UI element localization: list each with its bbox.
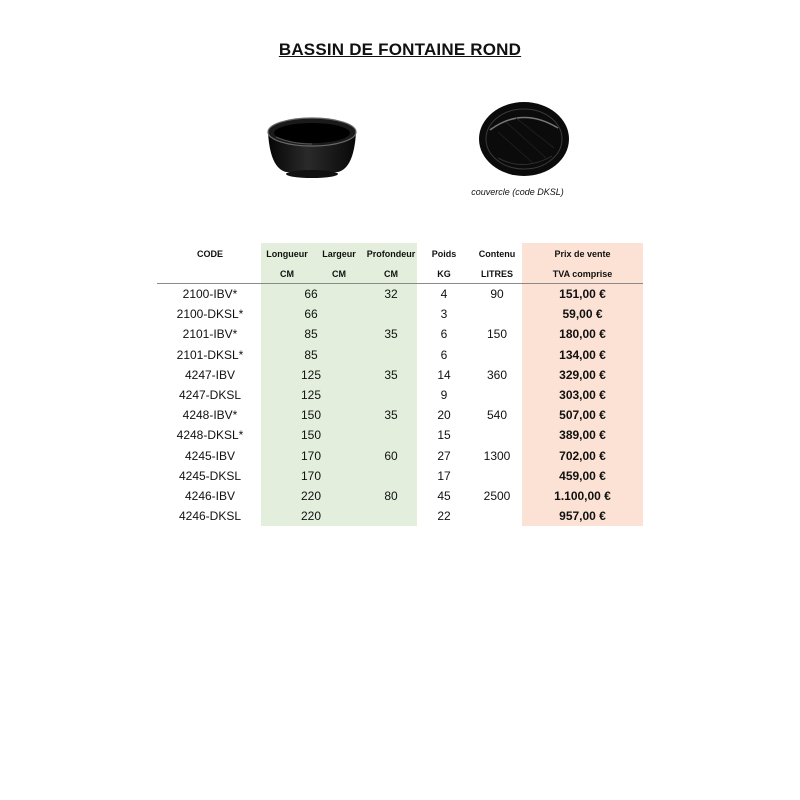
cell-contenu: 150	[486, 327, 508, 342]
table-row	[0, 466, 800, 486]
header-longueur-unit: CM	[280, 269, 294, 279]
header-code: CODE	[196, 249, 223, 259]
table-row	[0, 345, 800, 365]
cell-code: 2101-DKSL*	[176, 347, 244, 362]
cell-poids: 9	[440, 388, 448, 402]
cell-prix: 507,00 €	[559, 408, 606, 423]
cell-code: 4246-DKSL	[178, 509, 242, 524]
header-longueur: Longueur	[266, 249, 308, 259]
cell-prix: 180,00 €	[559, 327, 606, 342]
header-largeur-unit: CM	[332, 269, 346, 279]
cell-code: 4247-DKSL	[178, 388, 242, 402]
header-poids: Poids	[431, 249, 457, 259]
lid-caption: couvercle (code DKSL)	[471, 187, 564, 197]
header-profondeur-unit: CM	[384, 269, 398, 279]
cell-code: 4247-IBV	[184, 367, 236, 382]
cell-longueur: 125	[300, 388, 322, 402]
table-row	[0, 385, 800, 405]
table-row	[0, 506, 800, 526]
table-row	[0, 284, 800, 304]
table-row	[0, 304, 800, 324]
cell-prix: 151,00 €	[559, 287, 606, 301]
cell-contenu: 360	[486, 367, 508, 382]
cell-poids: 17	[437, 468, 451, 483]
cell-code: 2100-DKSL*	[176, 307, 244, 322]
cell-prix: 702,00 €	[559, 448, 606, 463]
cell-poids: 27	[437, 448, 451, 463]
cell-code: 4246-IBV	[184, 489, 236, 503]
table-row	[0, 446, 800, 466]
cell-code: 4245-IBV	[184, 448, 236, 463]
cell-poids: 6	[440, 327, 448, 342]
cell-prix: 59,00 €	[562, 307, 603, 322]
cell-poids: 14	[437, 367, 451, 382]
cell-code: 4248-DKSL*	[176, 428, 244, 443]
cell-poids: 45	[437, 489, 451, 503]
cell-poids: 15	[437, 428, 451, 443]
cell-poids: 4	[440, 287, 448, 301]
cell-code: 2101-IBV*	[182, 327, 238, 342]
cell-poids: 3	[440, 307, 448, 322]
cell-profondeur: 32	[384, 287, 398, 301]
basin-image	[262, 110, 362, 182]
cell-longueur: 125	[300, 367, 322, 382]
header-contenu-unit: LITRES	[480, 269, 513, 279]
cell-profondeur: 60	[384, 448, 398, 463]
table-row	[0, 425, 800, 445]
cell-code: 2100-IBV*	[182, 287, 238, 301]
cell-profondeur: 35	[384, 367, 398, 382]
table-row	[0, 405, 800, 425]
cell-longueur: 85	[304, 327, 318, 342]
table-row	[0, 365, 800, 385]
header-profondeur: Profondeur	[366, 249, 416, 259]
cell-prix: 134,00 €	[559, 347, 606, 362]
cell-contenu: 2500	[483, 489, 511, 503]
cell-contenu: 90	[490, 287, 504, 301]
cell-longueur: 150	[300, 408, 322, 423]
cell-poids: 6	[440, 347, 448, 362]
cell-profondeur: 80	[384, 489, 398, 503]
cell-contenu: 540	[486, 408, 508, 423]
cell-code: 4248-IBV*	[182, 408, 238, 423]
cell-poids: 22	[437, 509, 451, 524]
cell-longueur: 66	[304, 307, 318, 322]
cell-profondeur: 35	[384, 327, 398, 342]
table-row	[0, 486, 800, 506]
header-prix-sub: TVA comprise	[552, 269, 613, 279]
cell-prix: 1.100,00 €	[554, 489, 611, 503]
header-contenu: Contenu	[478, 249, 516, 259]
header-largeur: Largeur	[322, 249, 356, 259]
cell-longueur: 170	[300, 468, 322, 483]
cell-poids: 20	[437, 408, 451, 423]
header-prix: Prix de vente	[554, 249, 611, 259]
cell-profondeur: 35	[384, 408, 398, 423]
header-poids-unit: KG	[437, 269, 451, 279]
cell-longueur: 66	[304, 287, 318, 301]
cell-longueur: 170	[300, 448, 322, 463]
cell-prix: 303,00 €	[559, 388, 606, 402]
cell-longueur: 85	[304, 347, 318, 362]
cell-prix: 329,00 €	[559, 367, 606, 382]
cell-longueur: 220	[300, 489, 322, 503]
cell-longueur: 150	[300, 428, 322, 443]
cell-code: 4245-DKSL	[178, 468, 242, 483]
table-row	[0, 324, 800, 344]
cell-longueur: 220	[300, 509, 322, 524]
cell-prix: 957,00 €	[559, 509, 606, 524]
cell-contenu: 1300	[483, 448, 511, 463]
cell-prix: 459,00 €	[559, 468, 606, 483]
lid-image	[476, 100, 572, 178]
cell-prix: 389,00 €	[559, 428, 606, 443]
page-title: BASSIN DE FONTAINE ROND	[278, 40, 522, 59]
